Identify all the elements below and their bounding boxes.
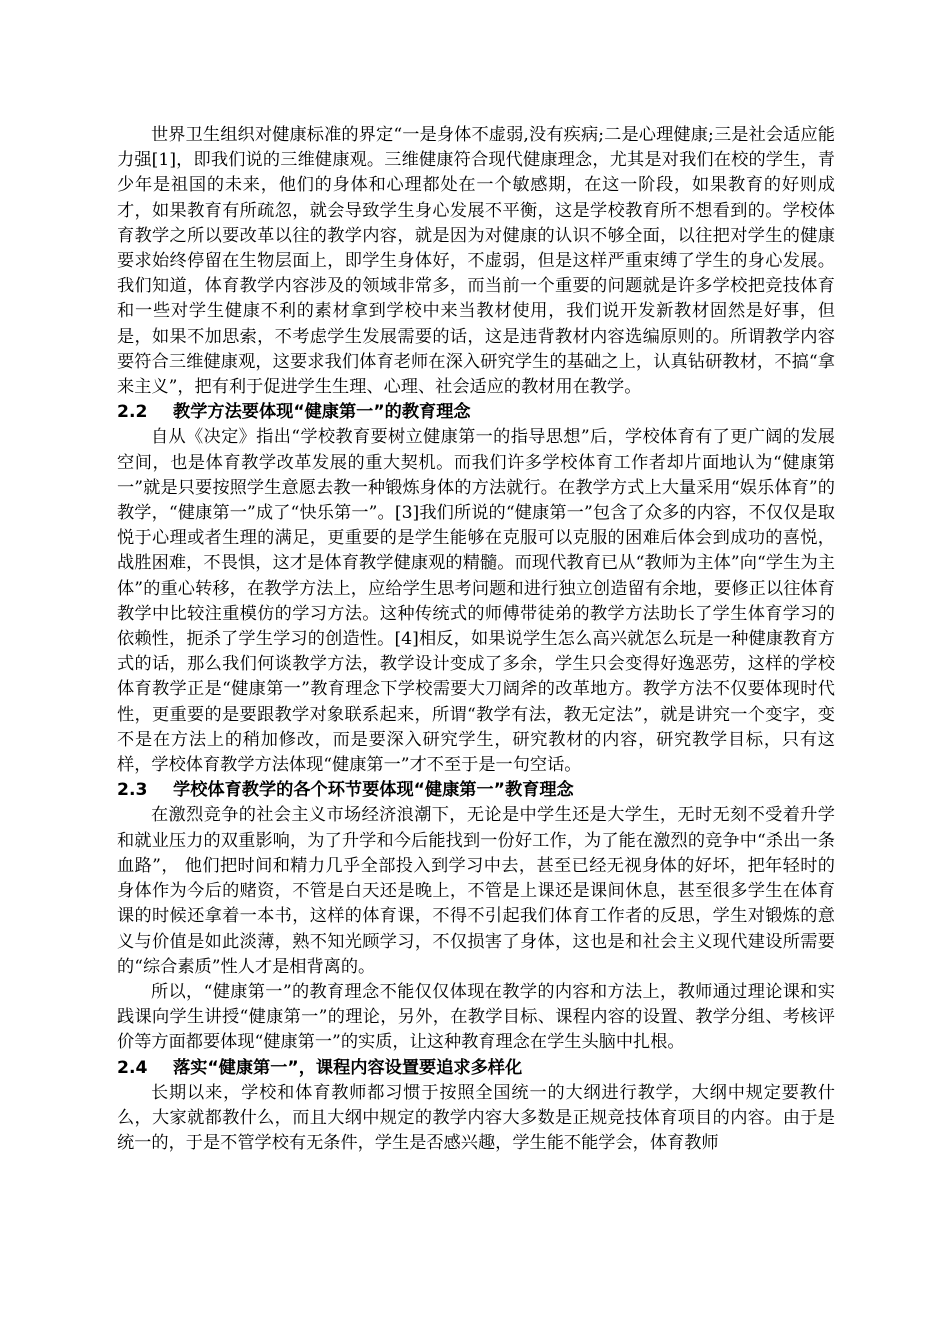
section-heading-2-3 [117, 778, 835, 803]
section-heading-2-2 [117, 400, 835, 425]
paragraph-curriculum-diversity: 长期以来，学校和体育教师都习惯于按照全国统一的大纲进行教学，大纲中规定要教什么，大家就都教什么，而且大纲中规定的教学内容大多数是正规竞技体育项目的内容。由于是统一的，于是不管学校有无条件，学生是否感兴趣，学生能不能学会，体育教师 [117, 1082, 835, 1154]
paragraph-teaching-methods: 自从《决定》指出“学校教育要树立健康第一的指导思想”后，学校体育有了更广阔的发展空间，也是体育教学改革发展的重大契机。而我们许多学校体育工作者却片面地认为“健康第一”就是只要按照学生意愿去教一种锻炼身体的方法就行。在教学方式上大量采用“娱乐体育”的教学，“健康第一”成了“快乐第一”。[3]我们所说的“健康第一”包含了众多的内容，不仅仅是取悦于心理或者生理的满足，更重要的是学生能够在克服可以克服的困难后体会到成功的喜悦，战胜困难，不畏惧，这才是体育教学健康观的精髓。而现代教育已从“教师为主体”向“学生为主体”的重心转移，在教学方法上，应给学生思考问题和进行独立创造留有余地，要修正以往体育教学中比较注重模仿的学习方法。这种传统式的师傅带徒弟的教学方法助长了学生体育学习的依赖性，扼杀了学生学习的创造性。[4]相反，如果说学生怎么高兴就怎么玩是一种健康教育方式的话，那么我们何谈教学方法，教学设计变成了多余，学生只会变得好逸恶劳，这样的学校体育教学正是“健康第一”教育理念下学校需要大刀阔斧的改革地方。教学方法不仅要体现时代性，更重要的是要跟教学对象联系起来，所谓“教学有法，教无定法”，就是讲究一个变字，变不是在方法上的稍加修改，而是要深入研究学生，研究教材的内容，研究教学目标，只有这样，学校体育教学方法体现“健康第一”才不至于是一句空话。 [117, 427, 835, 776]
section-number: 2.2 [117, 402, 148, 423]
section-number: 2.3 [117, 780, 148, 801]
section-title: 教学方法要体现“健康第一”的教育理念 [173, 402, 471, 423]
section-number: 2.4 [117, 1057, 148, 1078]
paragraph-health-first-concept: 所以，“健康第一”的教育理念不能仅仅体现在教学的内容和方法上，教师通过理论课和实践课向学生讲授“健康第一”的理论，另外，在教学目标、课程内容的设置、教学分组、考核评价等方面都要体现“健康第一”的实质，让这种教育理念在学生头脑中扎根。 [117, 981, 835, 1053]
section-title: 落实“健康第一”，课程内容设置要追求多样化 [173, 1057, 523, 1078]
section-heading-2-4 [117, 1056, 835, 1081]
paragraph-health-standards: 世界卫生组织对健康标准的界定“一是身体不虚弱,没有疾病;二是心理健康;三是社会适应能力强[1]，即我们说的三维健康观。三维健康符合现代健康理念，尤其是对我们在校的学生，青少年是祖国的未来，他们的身体和心理都处在一个敏感期，在这一阶段，如果教育的好则成才，如果教育有所疏忽，就会导致学生身心发展不平衡，这是学校教育所不想看到的。学校体育教学之所以要改革以往的教学内容，就是因为对健康的认识不够全面，以往把对学生的健康要求始终停留在生物层面上，即学生身体好，不虚弱，但是这样严重束缚了学生的身心发展。我们知道，体育教学内容涉及的领域非常多，而当前一个重要的问题就是许多学校把竞技体育和一些对学生健康不利的素材拿到学校中来当教材使用，我们说开发新教材固然是好事，但是，如果不加思索，不考虑学生发展需要的话，这是违背教材内容选编原则的。所谓教学内容要符合三维健康观，这要求我们体育老师在深入研究学生的基础之上，认真钻研教材，不搞“拿来主义”，把有利于促进学生生理、心理、社会适应的教材用在教学。 [117, 125, 835, 398]
paragraph-competition-pressure: 在激烈竞争的社会主义市场经济浪潮下，无论是中学生还是大学生，无时无刻不受着升学和就业压力的双重影响，为了升学和今后能找到一份好工作，为了能在激烈的竞争中“杀出一条血路”， 他们把时间和精力几乎全部投入到学习中去，甚至已经无视身体的好坏，把年轻时的身体作为今后的赌资，不管是白天还是晚上，不管是上课还是课间休息，甚至很多学生在体育课的时候还拿着一本书，这样的体育课，不得不引起我们体育工作者的反思，学生对锻炼的意义与价值是如此淡薄，熟不知光顾学习，不仅损害了身体，这也是和社会主义现代建设所需要的“综合素质”性人才是相背离的。 [117, 805, 835, 977]
document-body [117, 123, 835, 1156]
section-title: 学校体育教学的各个环节要体现“健康第一”教育理念 [173, 780, 574, 801]
